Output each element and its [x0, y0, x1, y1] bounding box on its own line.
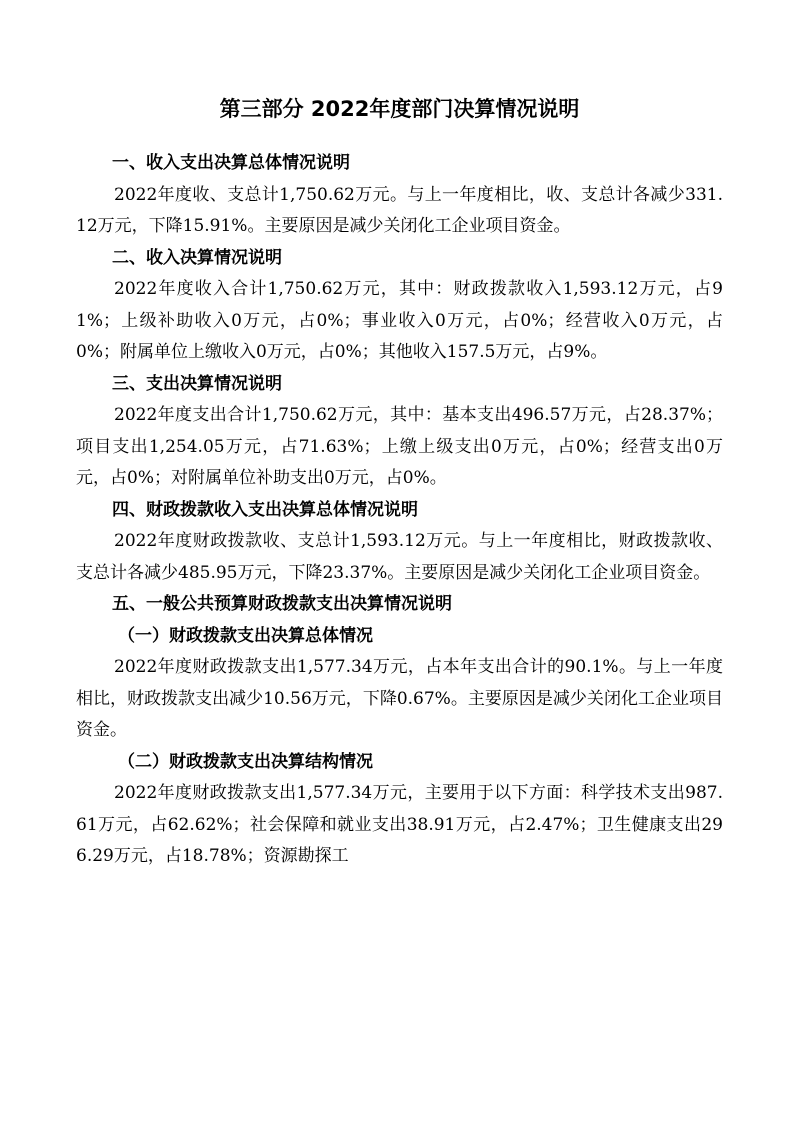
section-heading: 一、收入支出决算总体情况说明	[112, 153, 350, 173]
body-paragraph: 2022年度收入合计1,750.62万元，其中：财政拨款收入1,593.12万元，占91%；上级补助收入0万元，占0%；事业收入0万元，占0%；经营收入0万元，占0%；附属单位上缴收入0万元，占0%；其他收入157.5万元，占9%。	[76, 279, 723, 362]
body-paragraph: 2022年度财政拨款收、支总计1,593.12万元。与上一年度相比，财政拨款收、支总计各减少485.95万元，下降23.37%。主要原因是减少关闭化工企业项目资金。	[76, 531, 723, 583]
body-paragraph: 2022年度支出合计1,750.62万元，其中：基本支出496.57万元，占28.37%；项目支出1,254.05万元，占71.63%；上缴上级支出0万元，占0%；经营支出0万元，占0%；对附属单位补助支出0万元，占0%。	[76, 405, 723, 488]
subsection-heading: （二）财政拨款支出决算结构情况	[118, 751, 373, 772]
document-body	[76, 148, 723, 873]
body-paragraph: 2022年度财政拨款支出1,577.34万元，占本年支出合计的90.1%。与上一年度相比，财政拨款支出减少10.56万元，下降0.67%。主要原因是减少关闭化工企业项目资金。	[76, 657, 723, 740]
subsection-heading: （一）财政拨款支出决算总体情况	[118, 625, 373, 646]
section-heading: 三、支出决算情况说明	[112, 373, 282, 394]
section-heading: 四、财政拨款收入支出决算总体情况说明	[112, 499, 418, 520]
body-paragraph: 2022年度收、支总计1,750.62万元。与上一年度相比，收、支总计各减少331.12万元，下降15.91%。主要原因是减少关闭化工企业项目资金。	[76, 184, 723, 236]
section-heading: 五、一般公共预算财政拨款支出决算情况说明	[112, 594, 452, 614]
page-title: 第三部分 2022年度部门决算情况说明	[219, 97, 580, 121]
section-heading: 二、收入决算情况说明	[112, 247, 282, 268]
body-paragraph: 2022年度财政拨款支出1,577.34万元，主要用于以下方面：科学技术支出987.61万元，占62.62%；社会保障和就业支出38.91万元，占2.47%；卫生健康支出296.29万元，占18.78%；资源勘探工	[76, 783, 723, 866]
